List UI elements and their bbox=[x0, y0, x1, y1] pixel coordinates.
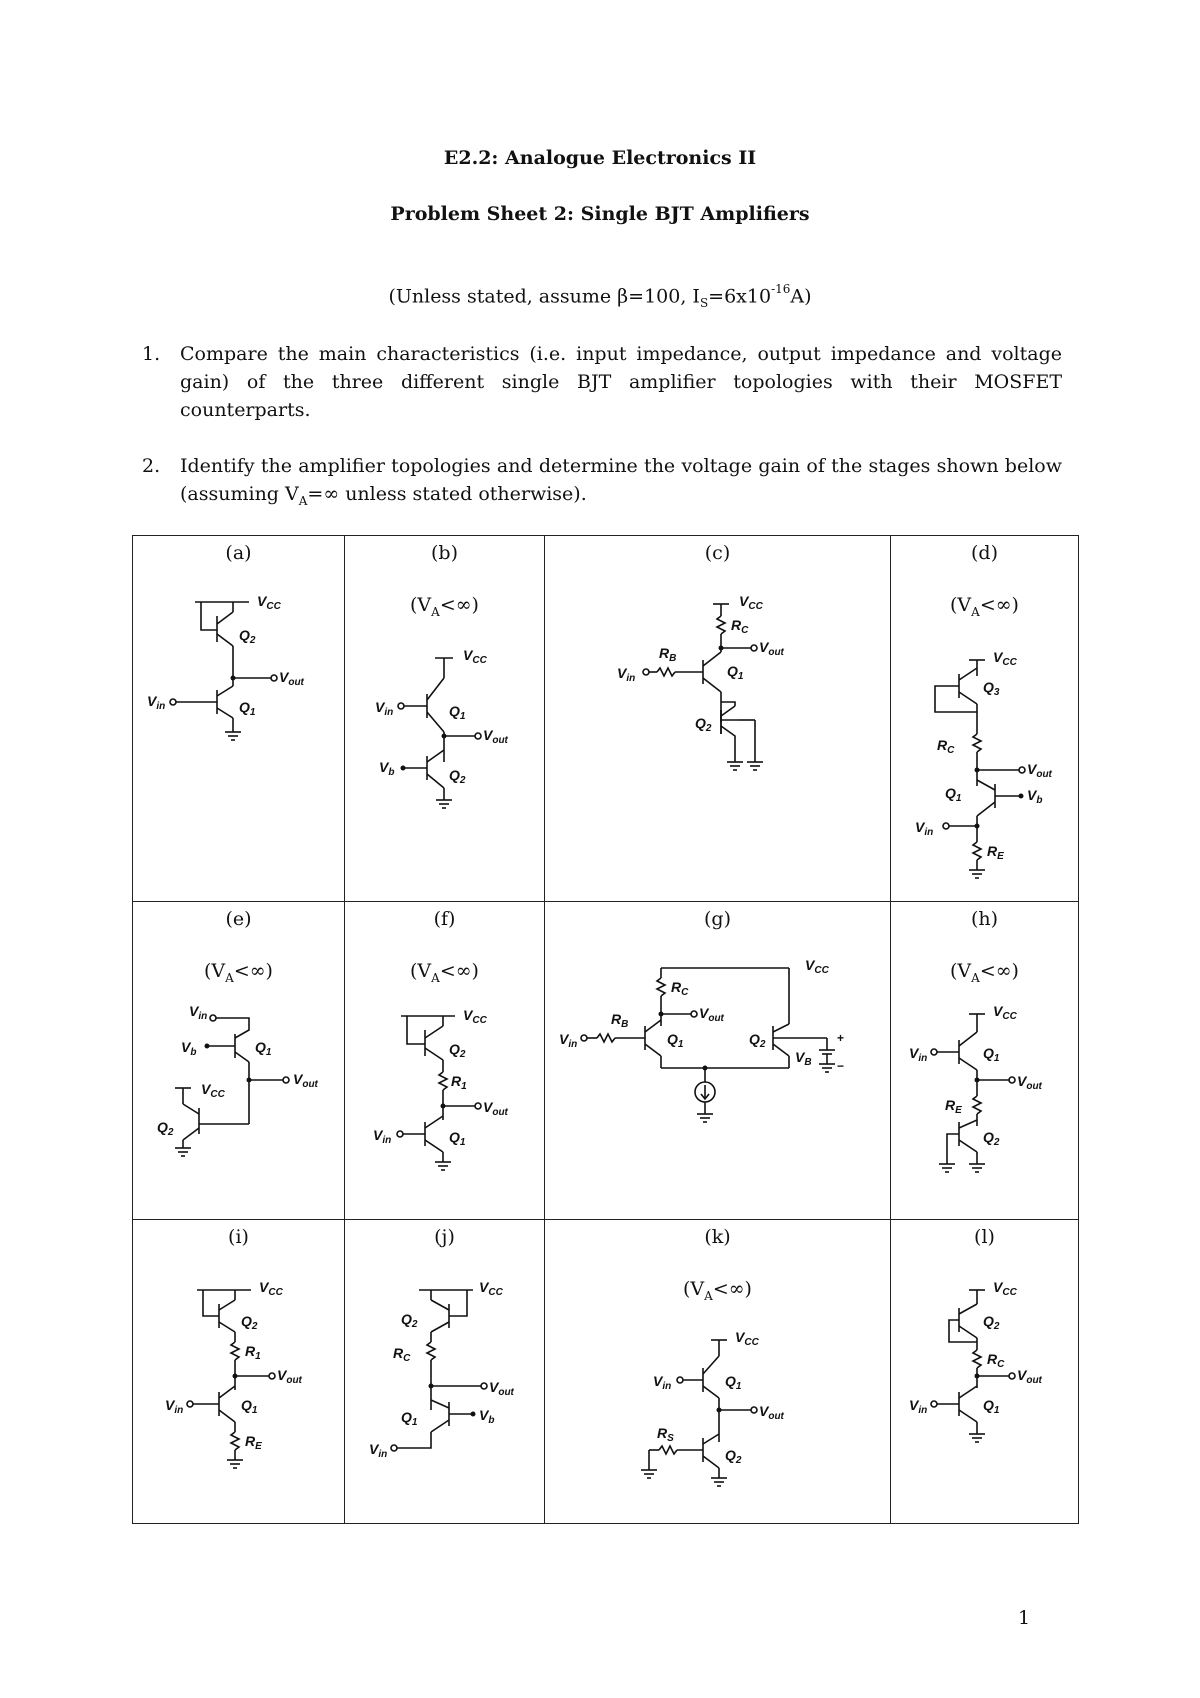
circuit-b-diagram bbox=[345, 536, 545, 902]
svg-text:RC: $R_C$ bbox=[393, 1345, 411, 1364]
svg-text:Vout: $V_{out}$ bbox=[489, 1379, 514, 1398]
svg-text:Q2: $Q_2$ bbox=[449, 767, 466, 786]
circuit-d-diagram bbox=[891, 536, 1079, 902]
svg-text:Q1: $Q_1$ bbox=[667, 1031, 684, 1050]
svg-text:Vb: $V_b$ bbox=[479, 1407, 495, 1426]
cell-d: (d) $(V_A<\infty)$ $V_{CC}$ $Q_3$ $R_C$ $V_{out}$ $Q_1$ $V_b$ $V_{in}$ $R_E$ bbox=[891, 536, 1079, 902]
svg-text:Vin: $V_{in}$ bbox=[915, 819, 934, 838]
cell-l: (l) $V_{CC}$ $Q_2$ $R_C$ $V_{out}$ $V_{in}$ $Q_1$ bbox=[891, 1220, 1079, 1524]
assumption-note: (Unless stated, assume β=100, $I_S=6x10^{-16}A$) bbox=[388, 282, 812, 311]
cell-i: (i) $V_{CC}$ $Q_2$ $R_1$ $V_{out}$ $V_{in}$ $Q_1$ $R_E$ bbox=[133, 1220, 345, 1524]
question-1: 1. Compare the main characteristics (i.e. input impedance, output impedance and voltage gain) of the three different single BJT amplifier topologies with their MOSFET counterparts. bbox=[142, 343, 1062, 421]
cell-j: (j) $V_{CC}$ $Q_2$ $R_C$ $V_{out}$ $Q_1$ $V_b$ $V_{in}$ bbox=[345, 1220, 545, 1524]
svg-text:Q2: $Q_2$ bbox=[725, 1447, 742, 1466]
svg-text:Q1: $Q_1$ bbox=[239, 699, 256, 718]
cell-f: (f) $(V_A<\infty)$ $V_{CC}$ $Q_2$ $R_1$ $V_{out}$ $V_{in}$ $Q_1$ bbox=[345, 902, 545, 1220]
svg-text:Q1: $Q_1$ bbox=[449, 703, 466, 722]
svg-text:Vb: $V_b$ bbox=[1027, 787, 1043, 806]
circuit-h-diagram bbox=[891, 902, 1079, 1220]
svg-text:RC: $R_C$ bbox=[987, 1351, 1005, 1370]
svg-text:Vin: $V_{in}$ bbox=[909, 1045, 928, 1064]
question-2: 2. Identify the amplifier topologies and determine the voltage gain of the stages shown below (assuming $V_A=\infty$ unless stated otherwise). bbox=[142, 455, 1062, 508]
circuit-i-diagram bbox=[133, 1220, 345, 1524]
svg-text:Vb: $V_b$ bbox=[181, 1039, 197, 1058]
svg-text:VCC: $V_{CC}$ bbox=[739, 593, 763, 612]
svg-text:Q1: $Q_1$ bbox=[983, 1045, 1000, 1064]
svg-text:RE: $R_E$ bbox=[245, 1433, 262, 1452]
svg-text:Vin: $V_{in}$ bbox=[147, 693, 166, 712]
svg-text:Q1: $Q_1$ bbox=[255, 1039, 272, 1058]
svg-text:Vin: $V_{in}$ bbox=[909, 1397, 928, 1416]
svg-text:VCC: $V_{CC}$ bbox=[735, 1329, 759, 1348]
svg-text:RC: $R_C$ bbox=[731, 617, 749, 636]
svg-text:RS: $R_S$ bbox=[657, 1425, 674, 1444]
sheet-title: Problem Sheet 2: Single BJT Amplifiers bbox=[390, 203, 810, 225]
svg-text:Vout: $V_{out}$ bbox=[293, 1071, 318, 1090]
svg-text:Vout: $V_{out}$ bbox=[1017, 1073, 1042, 1092]
svg-text:RC: $R_C$ bbox=[671, 979, 689, 998]
svg-text:Q2: $Q_2$ bbox=[449, 1041, 466, 1060]
circuit-f-diagram bbox=[345, 902, 545, 1220]
svg-text:Q2: $Q_2$ bbox=[239, 627, 256, 646]
svg-text:VCC: $V_{CC}$ bbox=[993, 1003, 1017, 1022]
circuit-grid bbox=[132, 535, 1079, 1524]
svg-text:Q3: $Q_3$ bbox=[983, 679, 1000, 698]
svg-text:VCC: $V_{CC}$ bbox=[463, 647, 487, 666]
svg-text:−: − bbox=[837, 1059, 845, 1073]
svg-text:Q1: $Q_1$ bbox=[945, 785, 962, 804]
circuit-j-diagram bbox=[345, 1220, 545, 1524]
svg-text:VCC: $V_{CC}$ bbox=[201, 1081, 225, 1100]
svg-text:VCC: $V_{CC}$ bbox=[257, 593, 281, 612]
svg-text:VCC: $V_{CC}$ bbox=[805, 957, 829, 976]
svg-text:VCC: $V_{CC}$ bbox=[993, 649, 1017, 668]
svg-text:Vin: $V_{in}$ bbox=[617, 665, 636, 684]
circuit-k-diagram bbox=[545, 1220, 891, 1524]
svg-text:Vout: $V_{out}$ bbox=[277, 1367, 302, 1386]
svg-text:VCC: $V_{CC}$ bbox=[993, 1279, 1017, 1298]
svg-text:Q2: $Q_2$ bbox=[157, 1119, 174, 1138]
svg-text:+: + bbox=[837, 1031, 845, 1045]
svg-text:VCC: $V_{CC}$ bbox=[479, 1279, 503, 1298]
svg-text:Vin: $V_{in}$ bbox=[373, 1127, 392, 1146]
svg-text:Vout: $V_{out}$ bbox=[483, 727, 508, 746]
svg-text:Vout: $V_{out}$ bbox=[1017, 1367, 1042, 1386]
svg-text:Q1: $Q_1$ bbox=[725, 1373, 742, 1392]
cell-b: (b) $(V_A<\infty)$ $V_{CC}$ $V_{in}$ $Q_1$ $V_{out}$ $V_b$ $Q_2$ bbox=[345, 536, 545, 902]
svg-text:Q1: $Q_1$ bbox=[401, 1409, 418, 1428]
svg-text:Q1: $Q_1$ bbox=[983, 1397, 1000, 1416]
svg-text:RE: $R_E$ bbox=[945, 1097, 962, 1116]
svg-text:Q1: $Q_1$ bbox=[727, 663, 744, 682]
svg-text:VB: $V_B$ bbox=[795, 1049, 812, 1068]
svg-text:Vin: $V_{in}$ bbox=[189, 1003, 208, 1022]
svg-text:RE: $R_E$ bbox=[987, 843, 1004, 862]
svg-text:Q2: $Q_2$ bbox=[401, 1311, 418, 1330]
circuit-c-diagram bbox=[545, 536, 891, 902]
svg-text:Q1: $Q_1$ bbox=[241, 1397, 258, 1416]
svg-text:VCC: $V_{CC}$ bbox=[463, 1007, 487, 1026]
circuit-a-diagram bbox=[133, 536, 345, 902]
svg-text:VCC: $V_{CC}$ bbox=[259, 1279, 283, 1298]
svg-text:Vout: $V_{out}$ bbox=[759, 639, 784, 658]
circuit-g-diagram bbox=[545, 902, 891, 1220]
svg-text:Vout: $V_{out}$ bbox=[1027, 761, 1052, 780]
svg-text:Vin: $V_{in}$ bbox=[375, 699, 394, 718]
course-title: E2.2: Analogue Electronics II bbox=[443, 147, 757, 169]
svg-text:Vin: $V_{in}$ bbox=[559, 1031, 578, 1050]
svg-text:R1: $R_1$ bbox=[451, 1073, 467, 1092]
svg-text:Vin: $V_{in}$ bbox=[653, 1373, 672, 1392]
svg-text:Q2: $Q_2$ bbox=[749, 1031, 766, 1050]
svg-text:RB: $R_B$ bbox=[611, 1011, 629, 1030]
svg-text:RC: $R_C$ bbox=[937, 737, 955, 756]
svg-text:Q2: $Q_2$ bbox=[241, 1313, 258, 1332]
svg-text:Q1: $Q_1$ bbox=[449, 1129, 466, 1148]
cell-a: (a) $V_{CC}$ $Q_2$ $V_{out}$ $V_{in}$ $Q_1$ bbox=[133, 536, 345, 902]
svg-text:Q2: $Q_2$ bbox=[983, 1313, 1000, 1332]
cell-e: (e) $(V_A<\infty)$ $V_{in}$ $V_b$ $Q_1$ $V_{out}$ $V_{CC}$ $Q_2$ bbox=[133, 902, 345, 1220]
svg-text:Vout: $V_{out}$ bbox=[699, 1005, 724, 1024]
circuit-e-diagram bbox=[133, 902, 345, 1220]
svg-text:Vout: $V_{out}$ bbox=[483, 1099, 508, 1118]
svg-text:R1: $R_1$ bbox=[245, 1343, 261, 1362]
svg-text:Vout: $V_{out}$ bbox=[759, 1403, 784, 1422]
cell-g: (g) $V_{CC}$ $R_C$ $V_{out}$ $R_B$ $V_{in}$ $Q_1$ $Q_2$ + $V_B$ − bbox=[545, 902, 891, 1220]
svg-text:RB: $R_B$ bbox=[659, 645, 677, 664]
svg-text:Vin: $V_{in}$ bbox=[165, 1397, 184, 1416]
cell-k: (k) $(V_A<\infty)$ $V_{CC}$ $V_{in}$ $Q_1$ $V_{out}$ $R_S$ $Q_2$ bbox=[545, 1220, 891, 1524]
svg-text:Vb: $V_b$ bbox=[379, 759, 395, 778]
svg-text:Vout: $V_{out}$ bbox=[279, 669, 304, 688]
circuit-l-diagram bbox=[891, 1220, 1079, 1524]
page-number: 1 bbox=[1018, 1607, 1031, 1629]
svg-text:Q2: $Q_2$ bbox=[695, 715, 712, 734]
cell-h: (h) $(V_A<\infty)$ $V_{CC}$ $V_{in}$ $Q_1$ $V_{out}$ $R_E$ $Q_2$ bbox=[891, 902, 1079, 1220]
svg-text:Vin: $V_{in}$ bbox=[369, 1441, 388, 1460]
cell-c: (c) $V_{CC}$ $R_C$ $V_{out}$ $R_B$ $V_{in}$ $Q_1$ $Q_2$ bbox=[545, 536, 891, 902]
svg-text:Q2: $Q_2$ bbox=[983, 1129, 1000, 1148]
